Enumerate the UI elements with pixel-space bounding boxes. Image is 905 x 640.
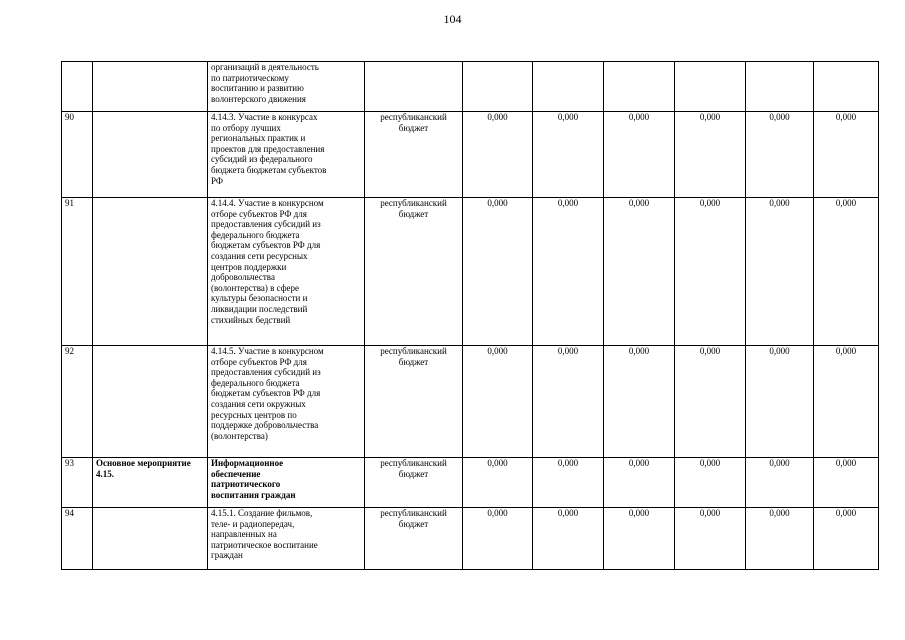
value-cell: 0,000 xyxy=(604,458,675,508)
value-cell xyxy=(746,62,814,112)
value-cell: 0,000 xyxy=(675,112,746,198)
value-cell: 0,000 xyxy=(814,346,879,458)
value-cell: 0,000 xyxy=(675,198,746,346)
value-cell: 0,000 xyxy=(533,508,604,570)
table-row xyxy=(62,198,879,346)
value-cell: 0,000 xyxy=(604,112,675,198)
value-cell: 0,000 xyxy=(604,508,675,570)
value-cell xyxy=(814,62,879,112)
row-number: 93 xyxy=(62,458,93,508)
event-description: Информационное обеспечение патриотического воспитания граждан xyxy=(208,458,365,508)
main-event-cell xyxy=(93,198,208,346)
value-cell: 0,000 xyxy=(463,112,533,198)
budget-table xyxy=(61,61,879,570)
main-event-cell xyxy=(93,112,208,198)
table-row xyxy=(62,62,879,112)
funding-source xyxy=(365,62,463,112)
funding-source: республиканский бюджет xyxy=(365,198,463,346)
funding-source: республиканский бюджет xyxy=(365,346,463,458)
value-cell: 0,000 xyxy=(746,198,814,346)
value-cell: 0,000 xyxy=(746,112,814,198)
table-row xyxy=(62,112,879,198)
main-event-cell xyxy=(93,346,208,458)
main-event-cell xyxy=(93,62,208,112)
page-number: 104 xyxy=(443,12,462,26)
row-number: 91 xyxy=(62,198,93,346)
value-cell: 0,000 xyxy=(675,458,746,508)
funding-source: республиканский бюджет xyxy=(365,112,463,198)
main-event-cell: Основное мероприятие 4.15. xyxy=(93,458,208,508)
value-cell: 0,000 xyxy=(463,346,533,458)
event-description: 4.15.1. Создание фильмов, теле- и радиопередач, направленных на патриотическое воспитание граждан xyxy=(208,508,365,570)
table-row xyxy=(62,508,879,570)
event-description: организаций в деятельность по патриотическому воспитанию и развитию волонтерского движения xyxy=(208,62,365,112)
value-cell: 0,000 xyxy=(675,508,746,570)
value-cell: 0,000 xyxy=(814,508,879,570)
event-description: 4.14.3. Участие в конкурсах по отбору лучших региональных практик и проектов для предоставления субсидий из федерального бюджета бюджетам субъектов РФ xyxy=(208,112,365,198)
funding-source: республиканский бюджет xyxy=(365,508,463,570)
value-cell: 0,000 xyxy=(746,346,814,458)
row-number: 90 xyxy=(62,112,93,198)
value-cell: 0,000 xyxy=(814,198,879,346)
value-cell: 0,000 xyxy=(463,458,533,508)
value-cell xyxy=(533,62,604,112)
value-cell: 0,000 xyxy=(463,508,533,570)
main-event-cell xyxy=(93,508,208,570)
event-description: 4.14.4. Участие в конкурсном отборе субъектов РФ для предоставления субсидий из федерального бюджета бюджетам субъектов РФ для создания сети ресурсных центров поддержки добровольчества (волонтерства) в сфере культуры безопасности и ликвидации последствий стихийных бедствий xyxy=(208,198,365,346)
row-number: 92 xyxy=(62,346,93,458)
funding-source: республиканский бюджет xyxy=(365,458,463,508)
value-cell xyxy=(463,62,533,112)
table-row xyxy=(62,346,879,458)
event-description: 4.14.5. Участие в конкурсном отборе субъектов РФ для предоставления субсидий из федерального бюджета бюджетам субъектов РФ для создания сети окружных ресурсных центров по поддержке добровольчества (волонтерства) xyxy=(208,346,365,458)
value-cell: 0,000 xyxy=(533,198,604,346)
table-row xyxy=(62,458,879,508)
value-cell: 0,000 xyxy=(533,458,604,508)
row-number: 94 xyxy=(62,508,93,570)
value-cell: 0,000 xyxy=(675,346,746,458)
value-cell: 0,000 xyxy=(463,198,533,346)
value-cell xyxy=(604,62,675,112)
value-cell: 0,000 xyxy=(746,508,814,570)
value-cell: 0,000 xyxy=(604,346,675,458)
value-cell: 0,000 xyxy=(746,458,814,508)
value-cell: 0,000 xyxy=(533,112,604,198)
value-cell: 0,000 xyxy=(814,458,879,508)
value-cell: 0,000 xyxy=(533,346,604,458)
value-cell: 0,000 xyxy=(604,198,675,346)
value-cell xyxy=(675,62,746,112)
value-cell: 0,000 xyxy=(814,112,879,198)
row-number xyxy=(62,62,93,112)
